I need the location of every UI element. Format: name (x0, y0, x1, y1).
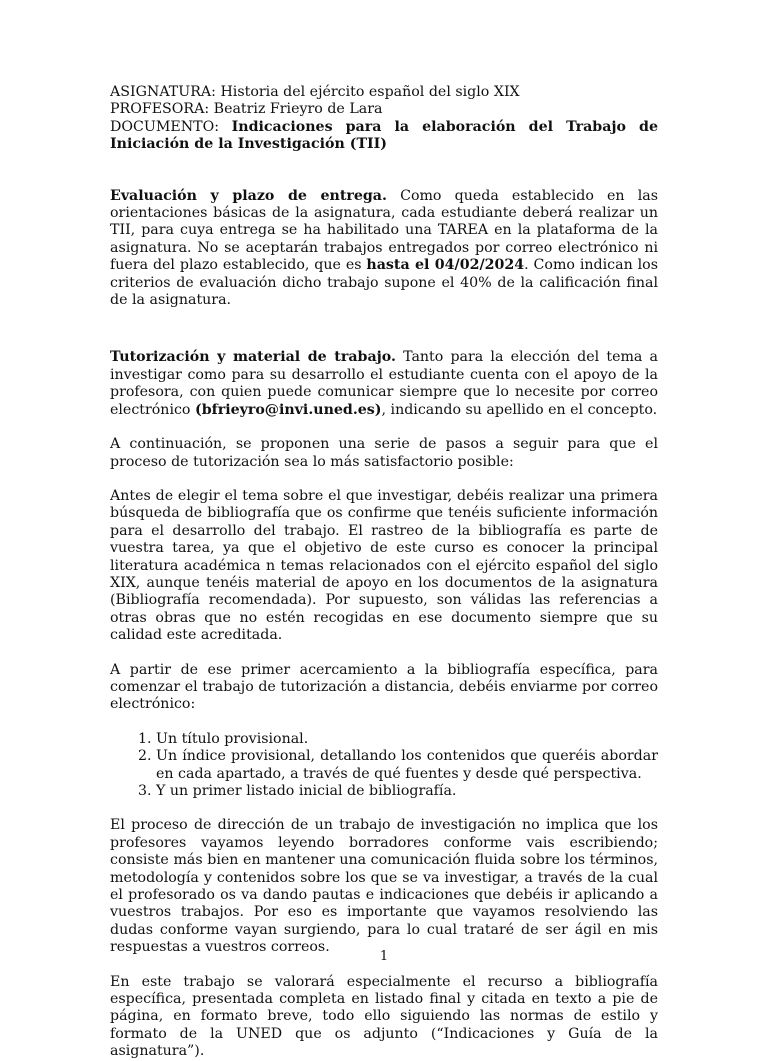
proceso-paragraph: El proceso de dirección de un trabajo de investigación no implica que los profesores vayamos leyendo borradores conforme vais escribiendo; consiste más bien en mantener una comunicación fluida sobre los términos, metodología y contenidos sobre los que se va investigar, a través de la cual el profesorado os va dando pautas e indicaciones que debéis ir aplicando a vuestros trabajos. Por eso es importante que vayamos resolviendo las dudas conforme vayan surgiendo, para lo cual trataré de ser ágil en mis respuestas a vuestros correos. (110, 817, 658, 956)
steps-list (110, 731, 658, 801)
evaluacion-heading: Evaluación y plazo de entrega. (110, 187, 387, 204)
asignatura-value: Historia del ejército español del siglo XIX (220, 84, 520, 100)
continuacion-paragraph: A continuación, se proponen una serie de pasos a seguir para que el proceso de tutorización sea lo más satisfactorio posible: (110, 436, 658, 470)
profesora-label: PROFESORA: (110, 101, 210, 118)
evaluacion-paragraph (110, 188, 658, 310)
deadline-date: hasta el 04/02/2024 (366, 257, 525, 274)
asignatura-line (110, 84, 658, 101)
list-item: 3. Y un primer listado inicial de bibliografía. (156, 783, 658, 800)
antes-paragraph: Antes de elegir el tema sobre el que investigar, debéis realizar una primera búsqueda de bibliografía que os confirme que tenéis suficiente información para el desarrollo del trabajo. El rastreo de la bibliografía es parte de vuestra tarea, ya que el objetivo de este curso es conocer la principal literatura académica n temas relacionados con el ejército español del siglo XIX, aunque tenéis material de apoyo en los documentos de la asignatura (Bibliografía recomendada). Por supuesto, son válidas las referencias a otras obras que no estén recogidas en ese documento siempre que su calidad este acreditada. (110, 487, 658, 644)
tutorizacion-heading: Tutorización y material de trabajo. (110, 349, 396, 366)
document-header (110, 84, 658, 154)
professor-email: (bfrieyro@invi.uned.es) (194, 401, 382, 418)
documento-line (110, 119, 658, 154)
document-title: Indicaciones para la elaboración del Trabajo de Iniciación de la Investigación (TII) (110, 118, 659, 153)
asignatura-label: ASIGNATURA: (110, 84, 216, 100)
list-item: 2. Un índice provisional, detallando los contenidos que queréis abordar en cada apartado, a través de qué fuentes y desde qué perspectiva. (156, 748, 658, 783)
apartir-paragraph: A partir de ese primer acercamiento a la bibliografía específica, para comenzar el trabajo de tutorización a distancia, debéis enviarme por correo electrónico: (110, 661, 658, 713)
page-number: 1 (379, 949, 389, 964)
profesora-value: Beatriz Frieyro de Lara (213, 101, 383, 118)
tutorizacion-text-1: Tanto para la elección del tema a investigar como para su desarrollo el estudiante cuenta con el apoyo de la profesora, con quien puede comunicar siempre que lo necesite por correo electrónico (110, 349, 658, 418)
valorara-paragraph: En este trabajo se valorará especialmente el recurso a bibliografía específica, presentada completa en listado final y citada en texto a pie de página, en formato breve, todo ello siguiendo las normas de estilo y formato de la UNED que os adjunto (“Indicaciones y Guía de la asignatura”). (110, 973, 658, 1060)
documento-label: DOCUMENTO: (110, 118, 219, 135)
evaluacion-text-1: Como queda establecido en las orientaciones básicas de la asignatura, cada estudiante deberá realizar un TII, para cuya entrega se ha habilitado una TAREA en la plataforma de la asignatura. No se aceptarán trabajos entregados por correo electrónico ni fuera del plazo establecido, que es (110, 187, 658, 274)
evaluacion-text-2: . Como indican los criterios de evaluación dicho trabajo supone el 40% de la calificación final de la asignatura. (110, 257, 658, 309)
tutorizacion-paragraph (110, 349, 658, 419)
profesora-line (110, 101, 658, 118)
tutorizacion-text-2: , indicando su apellido en el concepto. (381, 401, 658, 418)
list-item: 1. Un título provisional. (156, 731, 658, 748)
